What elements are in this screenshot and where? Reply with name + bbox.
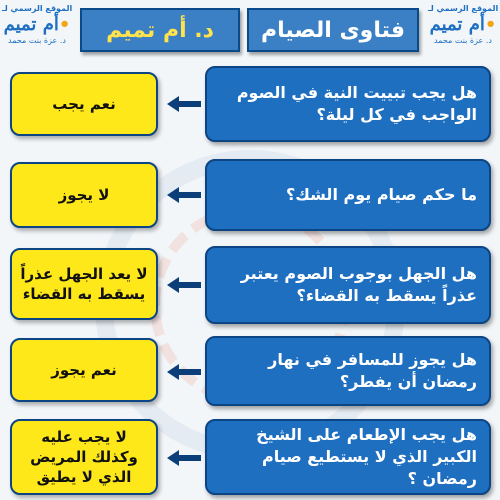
question-text: هل يجوز للمسافر في نهار رمضان أن يفطر؟ — [268, 350, 477, 391]
question-card — [205, 336, 491, 406]
question-text: ما حكم صيام يوم الشك؟ — [285, 185, 477, 204]
site-logo-right — [428, 4, 498, 56]
site-logo-left — [2, 4, 72, 56]
question-card — [205, 66, 491, 142]
question-text: هل يجب تبييت النية في الصوم الواجب في كل ليلة؟ — [236, 83, 477, 124]
question-card — [205, 246, 491, 324]
logo-mark — [428, 14, 498, 36]
question-card — [205, 419, 491, 495]
logo-dot-icon: • — [58, 14, 71, 35]
arrow-left-icon — [167, 96, 201, 112]
author-title: د. أم تميم — [80, 8, 240, 52]
answer-text: لا يجوز — [58, 186, 110, 204]
answer-card — [10, 248, 158, 320]
question-text: هل يجب الإطعام على الشيخ الكبير الذي لا يستطيع صيام رمضان ؟ — [256, 425, 477, 488]
question-card — [205, 159, 491, 231]
logo-mark-text: أم تميم — [429, 14, 485, 35]
logo-mark — [2, 14, 72, 36]
answer-text: لا يجب عليه وكذلك المريض الذي لا يطيق — [30, 428, 138, 486]
answer-card — [10, 162, 158, 228]
answer-text: نعم يجوز — [51, 361, 117, 379]
answer-text: لا يعد الجهل عذراً يسقط به القضاء — [20, 265, 148, 303]
arrow-left-icon — [167, 277, 201, 293]
logo-name-text: د. عزة بنت محمد — [434, 36, 492, 45]
arrow-left-icon — [167, 187, 201, 203]
arrow-left-icon — [167, 364, 201, 380]
answer-card — [10, 419, 158, 495]
answer-text: نعم يجب — [52, 95, 116, 113]
question-text: هل الجهل بوجوب الصوم يعتبر عذراً يسقط به القضاء؟ — [240, 264, 477, 305]
arrow-left-icon — [167, 450, 201, 466]
logo-name-text: د. عزة بنت محمد — [8, 36, 66, 45]
answer-card — [10, 72, 158, 136]
logo-dot-icon: • — [484, 14, 497, 35]
logo-site-text: الموقع الرسمي لـ — [2, 4, 73, 13]
page-title: فتاوى الصيام — [247, 8, 419, 52]
logo-site-text: الموقع الرسمي لـ — [428, 4, 499, 13]
answer-card — [10, 338, 158, 402]
logo-mark-text: أم تميم — [3, 14, 59, 35]
